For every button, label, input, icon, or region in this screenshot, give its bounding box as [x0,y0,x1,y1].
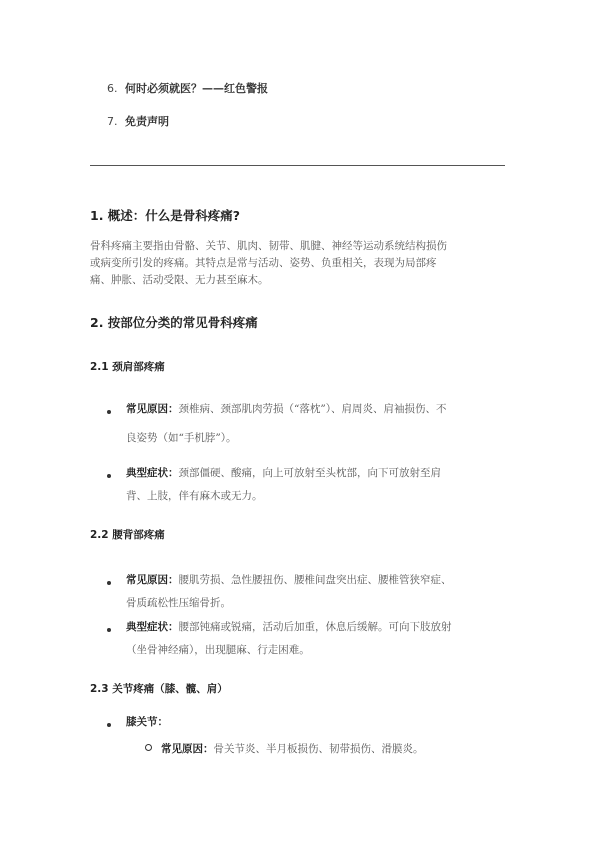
toc-number: 6. [107,82,118,95]
section-1-heading: 1. 概述：什么是骨科疼痛? [90,208,241,223]
item-text: 颈部僵硬、酸痛，向上可放射至头枕部，向下可放射至肩 [178,467,441,479]
item-label: 常见原因： [126,574,179,586]
horizontal-divider [90,165,505,166]
paragraph-line: 痛、肿胀、活动受限、无力甚至麻木。 [90,274,269,286]
item-text: 良姿势（如“手机脖”）。 [126,432,237,444]
nested-list-item [145,741,424,756]
paragraph-line: 或病变所引发的疼痛。其特点是常与活动、姿势、负重相关，表现为局部疼 [90,257,437,269]
item-text: （坐骨神经痛），出现腿麻、行走困难。 [126,644,310,656]
section-2-heading: 2. 按部位分类的常见骨科疼痛 [90,315,258,330]
item-text: 背、上肢，伴有麻木或无力。 [126,490,263,502]
toc-number: 7. [107,115,118,128]
toc-item-6[interactable] [107,80,268,96]
section-1-paragraph [90,238,510,289]
item-label: 典型症状： [126,467,179,479]
toc-text: 何时必须就医？——红色警报 [125,82,268,95]
toc-item-7[interactable] [107,113,169,129]
item-label: 常见原因： [126,403,179,415]
item-label: 常见原因： [161,743,214,755]
bullet-icon [107,723,111,727]
toc-text: 免责声明 [125,115,169,128]
bullet-icon [107,474,111,478]
item-text: 腰部钝痛或锐痛，活动后加重，休息后缓解。可向下肢放射 [178,621,452,633]
bullet-icon [107,581,111,585]
item-label: 膝关节： [126,716,168,728]
subsection-2-3-heading: 2.3 关节疼痛（膝、髋、肩） [90,683,228,695]
circle-bullet-icon [145,744,152,751]
bullet-icon [107,628,111,632]
item-text: 骨关节炎、半月板损伤、韧带损伤、滑膜炎。 [213,743,424,755]
item-label: 典型症状： [126,621,179,633]
item-text: 腰肌劳损、急性腰扭伤、腰椎间盘突出症、腰椎管狭窄症、 [178,574,452,586]
bullet-icon [107,410,111,414]
paragraph-line: 骨科疼痛主要指由骨骼、关节、肌肉、韧带、肌腱、神经等运动系统结构损伤 [90,240,447,252]
subsection-2-1-heading: 2.1 颈肩部疼痛 [90,361,165,373]
item-text: 颈椎病、颈部肌肉劳损（“落枕”）、肩周炎、肩袖损伤、不 [178,403,447,415]
subsection-2-2-heading: 2.2 腰背部疼痛 [90,529,165,541]
item-text: 骨质疏松性压缩骨折。 [126,597,231,609]
